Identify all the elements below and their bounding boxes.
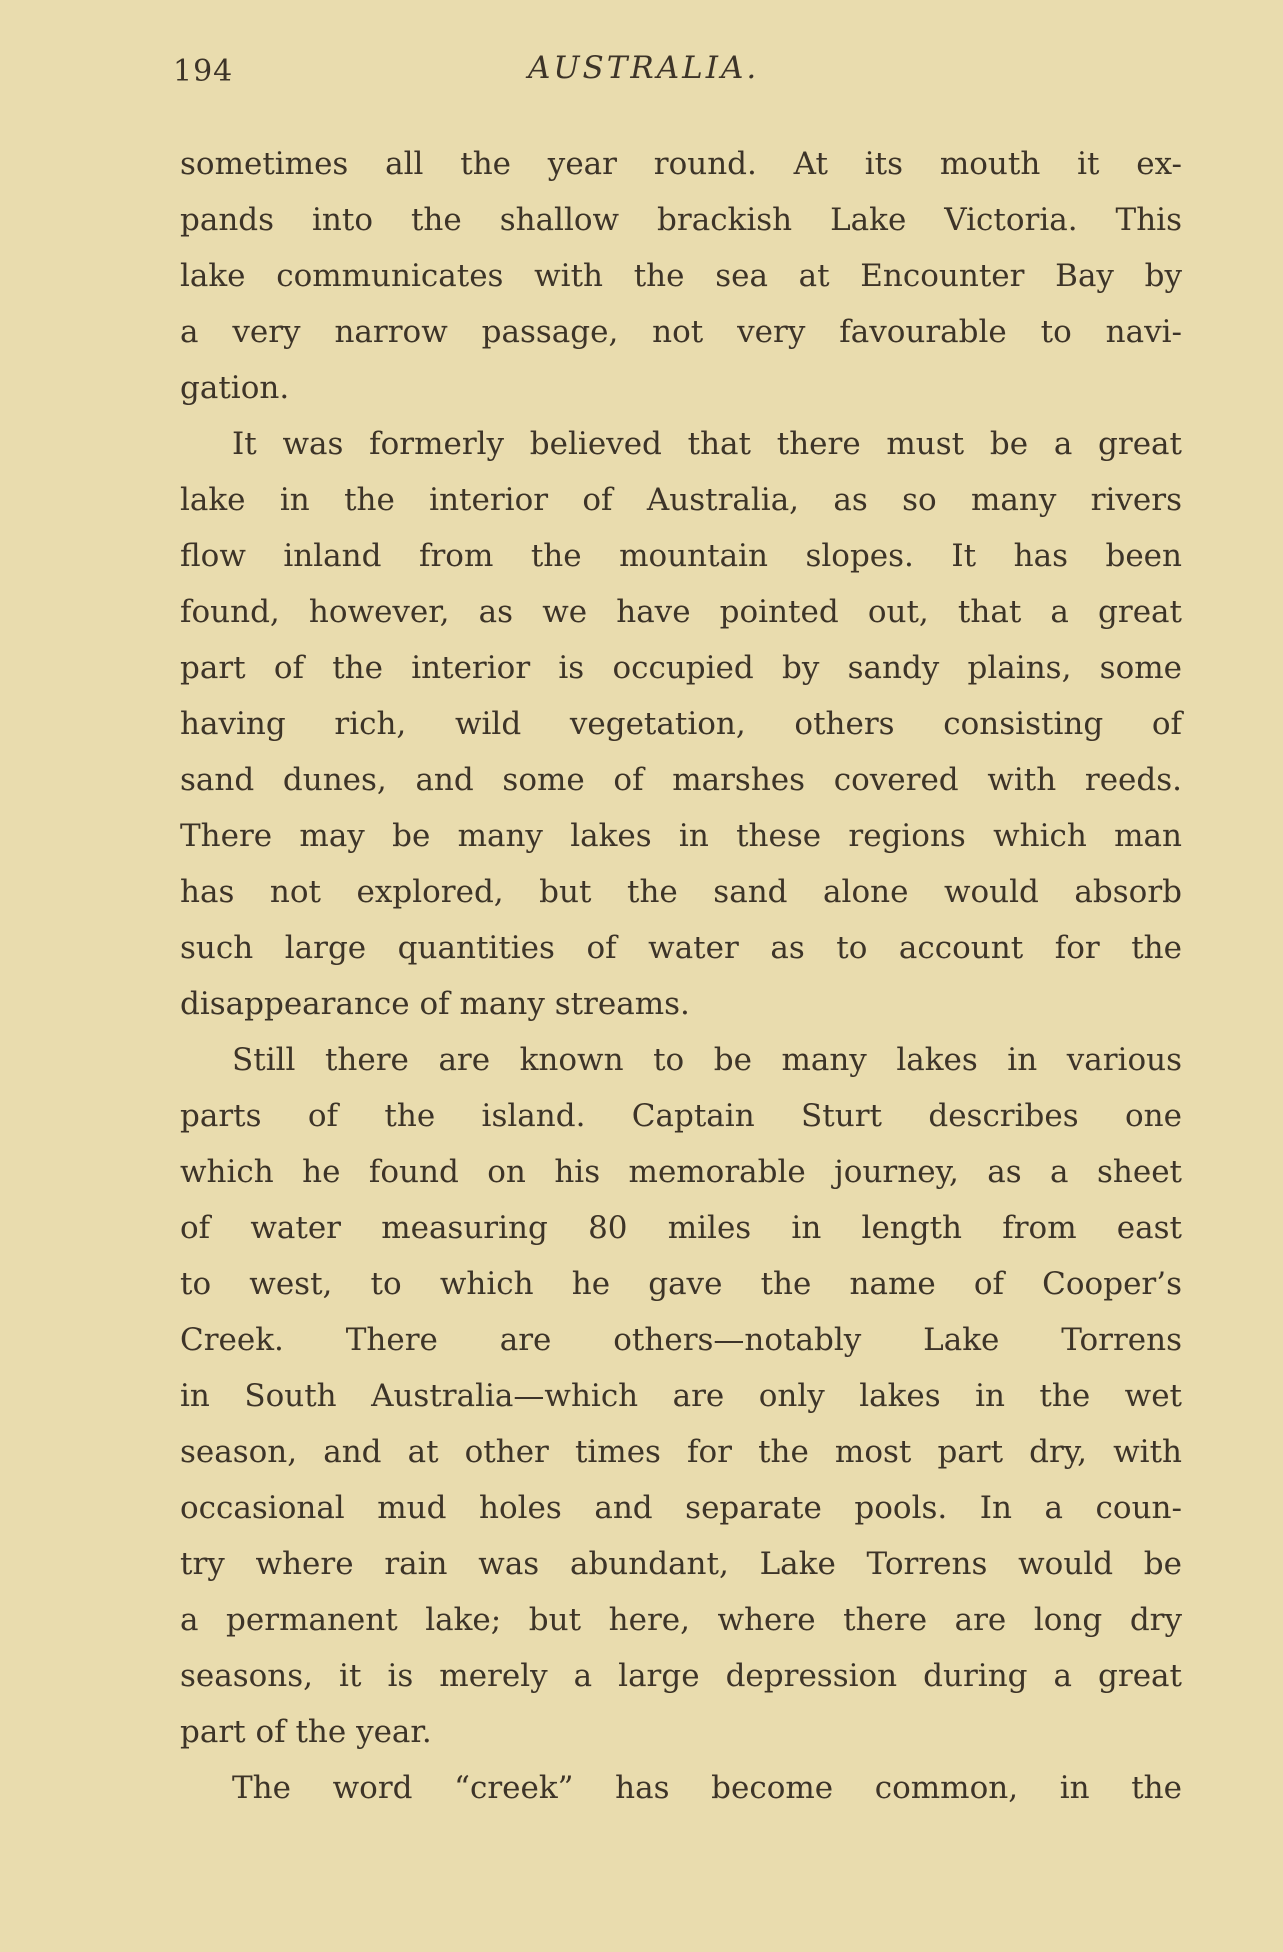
text-line: part of the year. [180, 1714, 432, 1750]
text-line: gation. [180, 370, 290, 406]
text-line: in South Australia—which are only lakes in the wet [180, 1378, 1182, 1414]
text-line: seasons, it is merely a large depression during a great [180, 1658, 1182, 1694]
text-line: part of the interior is occupied by sandy plains, some [180, 650, 1182, 686]
text-line: pands into the shallow brackish Lake Victoria. This [180, 202, 1182, 238]
text-line: sand dunes, and some of marshes covered with reeds. [180, 762, 1182, 798]
body-text [180, 136, 1182, 1816]
text-line: lake communicates with the sea at Encounter Bay by [180, 258, 1182, 294]
page-header [0, 50, 1283, 100]
text-line: It was formerly believed that there must be a great [232, 426, 1182, 462]
text-line: which he found on his memorable journey, as a sheet [180, 1154, 1182, 1190]
text-line: having rich, wild vegetation, others consisting of [180, 706, 1182, 742]
text-line: try where rain was abundant, Lake Torrens would be [180, 1546, 1182, 1582]
text-line: of water measuring 80 miles in length from east [180, 1210, 1182, 1246]
running-head: AUSTRALIA. [528, 50, 760, 86]
text-line: to west, to which he gave the name of Cooper’s [180, 1266, 1182, 1302]
text-line: a very narrow passage, not very favourable to navi- [180, 314, 1182, 350]
text-line: The word “creek” has become common, in the [232, 1770, 1182, 1806]
text-line: sometimes all the year round. At its mouth it ex- [180, 146, 1182, 182]
text-line: has not explored, but the sand alone would absorb [180, 874, 1182, 910]
text-line: There may be many lakes in these regions which man [180, 818, 1182, 854]
text-line: occasional mud holes and separate pools. In a coun- [180, 1490, 1182, 1526]
text-line: Creek. There are others—notably Lake Torrens [180, 1322, 1182, 1358]
page-number: 194 [173, 54, 234, 89]
text-line: found, however, as we have pointed out, that a great [180, 594, 1182, 630]
text-line: flow inland from the mountain slopes. It has been [180, 538, 1182, 574]
text-line: such large quantities of water as to account for the [180, 930, 1182, 966]
text-line: disappearance of many streams. [180, 986, 690, 1022]
text-line: a permanent lake; but here, where there are long dry [180, 1602, 1182, 1638]
text-line: season, and at other times for the most part dry, with [180, 1434, 1182, 1470]
text-line: Still there are known to be many lakes in various [232, 1042, 1182, 1078]
text-line: lake in the interior of Australia, as so many rivers [180, 482, 1182, 518]
text-line: parts of the island. Captain Sturt describes one [180, 1098, 1182, 1134]
